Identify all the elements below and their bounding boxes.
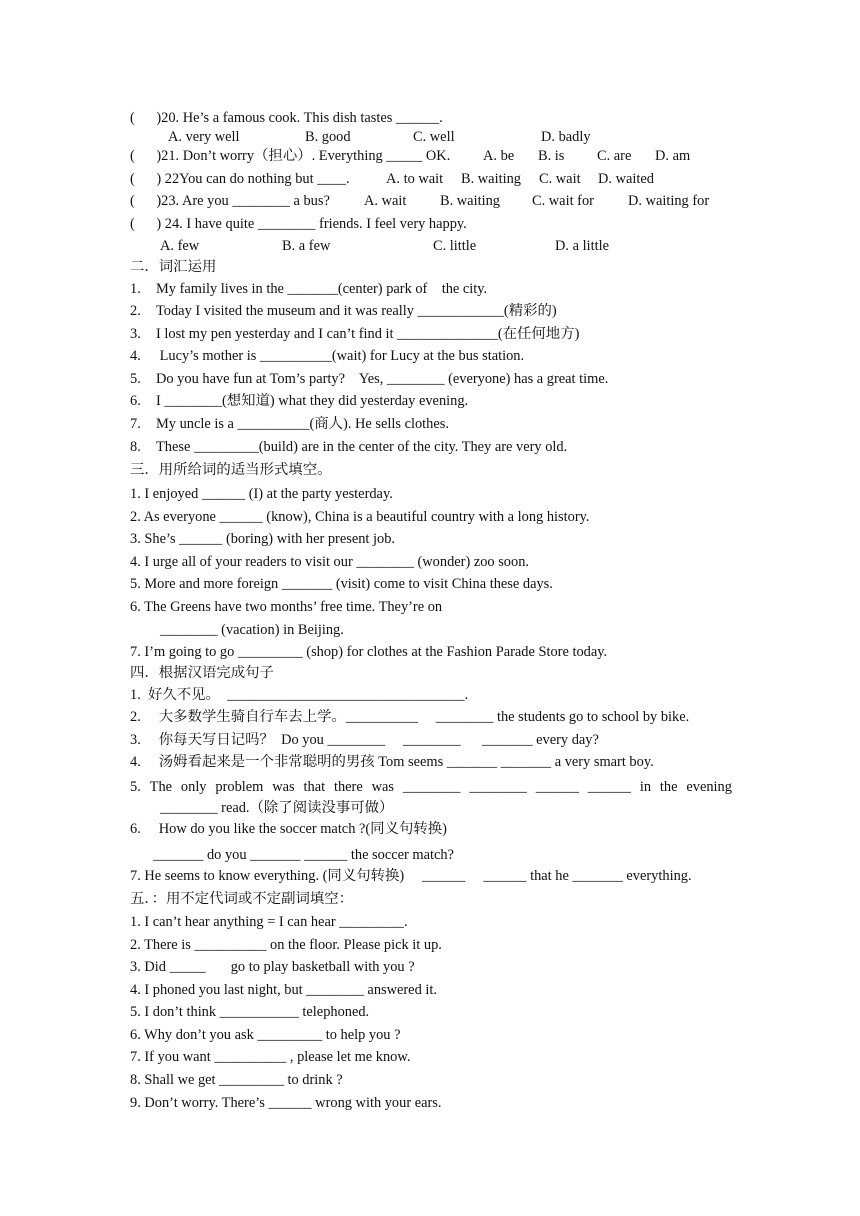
item-5-word: in <box>639 779 652 795</box>
question-22-option-b: B. waiting <box>461 171 521 187</box>
question-22-stem: ( ) 22You can do nothing but ____. <box>130 171 350 187</box>
section-3-item-6-continued: ________ (vacation) in Beijing. <box>160 622 344 638</box>
section-5-item-5: 5. I don’t think ___________ telephoned. <box>130 1004 370 1020</box>
section-5-item-6: 6. Why don’t you ask _________ to help you ? <box>130 1027 401 1043</box>
question-21-option-b: B. is <box>538 148 565 164</box>
section-5-item-3: 3. Did _____ go to play basketball with you ? <box>130 959 415 975</box>
section-2-item-7-text: My uncle is a __________(商人). He sells clothes. <box>156 416 449 432</box>
item-5-word: the <box>659 779 678 795</box>
question-21-option-a: A. be <box>483 148 515 164</box>
section-3-item-5: 5. More and more foreign _______ (visit) come to visit China these days. <box>130 576 553 592</box>
section-2-item-6-number: 6. <box>130 393 141 409</box>
question-20-option-a: A. very well <box>168 129 240 145</box>
item-5-blank: ______ <box>535 779 579 795</box>
section-4-item-5 <box>130 778 732 796</box>
section-3-item-4: 4. I urge all of your readers to visit our ________ (wonder) zoo soon. <box>130 554 529 570</box>
item-5-word: problem <box>215 779 264 795</box>
section-2-item-6-text: I ________(想知道) what they did yesterday evening. <box>156 393 469 409</box>
section-3-item-3: 3. She’s ______ (boring) with her present job. <box>130 531 395 547</box>
section-2-item-4-number: 4. <box>130 348 141 364</box>
section-4-item-4: 4. 汤姆看起来是一个非常聪明的男孩 Tom seems _______ _______ a very smart boy. <box>130 754 654 770</box>
question-22-option-c: C. wait <box>539 171 581 187</box>
section-5-item-8: 8. Shall we get _________ to drink ? <box>130 1072 343 1088</box>
question-20-stem: ( )20. He’s a famous cook. This dish tastes ______. <box>130 110 443 126</box>
item-5-word: there <box>333 779 363 795</box>
section-5-item-9: 9. Don’t worry. There’s ______ wrong with your ears. <box>130 1095 442 1111</box>
question-24-option-d: D. a little <box>555 238 609 254</box>
section-4-item-2: 2. 大多数学生骑自行车去上学。__________ ________ the students go to school by bike. <box>130 709 690 725</box>
question-23-option-b: B. waiting <box>440 193 500 209</box>
section-2-item-5-text: Do you have fun at Tom’s party? Yes, ________ (everyone) has a great time. <box>156 371 609 387</box>
section-4-item-6: 6. How do you like the soccer match ?(同义句转换) <box>130 821 447 837</box>
item-5-word: The <box>149 779 173 795</box>
section-4-heading: 四．根据汉语完成句子 <box>130 665 274 681</box>
section-5-heading: 五．：用不定代词或不定副词填空： <box>130 891 354 907</box>
question-24-option-b: B. a few <box>282 238 331 254</box>
item-5-word: only <box>180 779 207 795</box>
section-2-heading: 二．词汇运用 <box>130 259 217 275</box>
question-20-option-b: B. good <box>305 129 351 145</box>
question-24-stem: ( ) 24. I have quite ________ friends. I feel very happy. <box>130 216 467 232</box>
question-24-option-c: C. little <box>433 238 477 254</box>
question-20-option-d: D. badly <box>541 129 591 145</box>
section-3-heading: 三．用所给词的适当形式填空。 <box>130 462 332 478</box>
section-2-item-4-text: Lucy’s mother is __________(wait) for Lucy at the bus station. <box>156 348 525 364</box>
section-2-item-3-text: I lost my pen yesterday and I can’t find it ______________(在任何地方) <box>156 326 580 342</box>
section-2-item-5-number: 5. <box>130 371 141 387</box>
question-24-option-a: A. few <box>160 238 200 254</box>
item-5-word: was <box>272 779 295 795</box>
section-2-item-1-number: 1. <box>130 281 141 297</box>
item-5-blank: ______ <box>587 779 631 795</box>
question-23-option-a: A. wait <box>364 193 407 209</box>
section-4-item-3: 3. 你每天写日记吗？ Do you ________ ________ _______ every day? <box>130 732 599 748</box>
item-5-word: was <box>371 779 394 795</box>
item-5-word: 5. <box>130 779 141 795</box>
section-4-item-7: 7. He seems to know everything. (同义句转换) ______ ______ that he _______ everything. <box>130 868 692 884</box>
question-23-option-d: D. waiting for <box>628 193 710 209</box>
item-5-blank: ________ <box>469 779 527 795</box>
question-22-option-d: D. waited <box>598 171 654 187</box>
section-4-item-1: 1. 好久不见。 _________________________________. <box>130 687 469 703</box>
section-4-item-5-continued: ________ read.（除了阅读没事可做） <box>160 800 394 816</box>
section-5-item-4: 4. I phoned you last night, but ________ answered it. <box>130 982 437 998</box>
section-5-item-1: 1. I can’t hear anything = I can hear _________. <box>130 914 408 930</box>
section-3-item-1: 1. I enjoyed ______ (I) at the party yesterday. <box>130 486 393 502</box>
section-2-item-8-text: These _________(build) are in the center of the city. They are very old. <box>156 439 568 455</box>
section-3-item-2: 2. As everyone ______ (know), China is a beautiful country with a long history. <box>130 509 590 525</box>
question-21-stem: ( )21. Don’t worry（担心）. Everything _____ OK. <box>130 148 451 164</box>
question-20-option-c: C. well <box>413 129 455 145</box>
item-5-word: evening <box>686 779 732 795</box>
section-4-item-6-continued: _______ do you _______ ______ the soccer match? <box>153 847 454 863</box>
section-3-item-7: 7. I’m going to go _________ (shop) for clothes at the Fashion Parade Store today. <box>130 644 608 660</box>
item-5-word: that <box>303 779 326 795</box>
section-2-item-1-text: My family lives in the _______(center) park of the city. <box>156 281 488 297</box>
section-2-item-8-number: 8. <box>130 439 141 455</box>
question-21-option-c: C. are <box>597 148 632 164</box>
item-5-blank: ________ <box>402 779 461 795</box>
section-5-item-2: 2. There is __________ on the floor. Please pick it up. <box>130 937 442 953</box>
section-2-item-2-number: 2. <box>130 303 141 319</box>
question-23-stem: ( )23. Are you ________ a bus? <box>130 193 330 209</box>
section-2-item-2-text: Today I visited the museum and it was really ____________(精彩的) <box>156 303 557 319</box>
question-23-option-c: C. wait for <box>532 193 594 209</box>
section-2-item-7-number: 7. <box>130 416 141 432</box>
section-5-item-7: 7. If you want __________ , please let me know. <box>130 1049 411 1065</box>
question-21-option-d: D. am <box>655 148 691 164</box>
section-3-item-6: 6. The Greens have two months’ free time. They’re on <box>130 599 443 615</box>
question-22-option-a: A. to wait <box>386 171 444 187</box>
section-2-item-3-number: 3. <box>130 326 141 342</box>
